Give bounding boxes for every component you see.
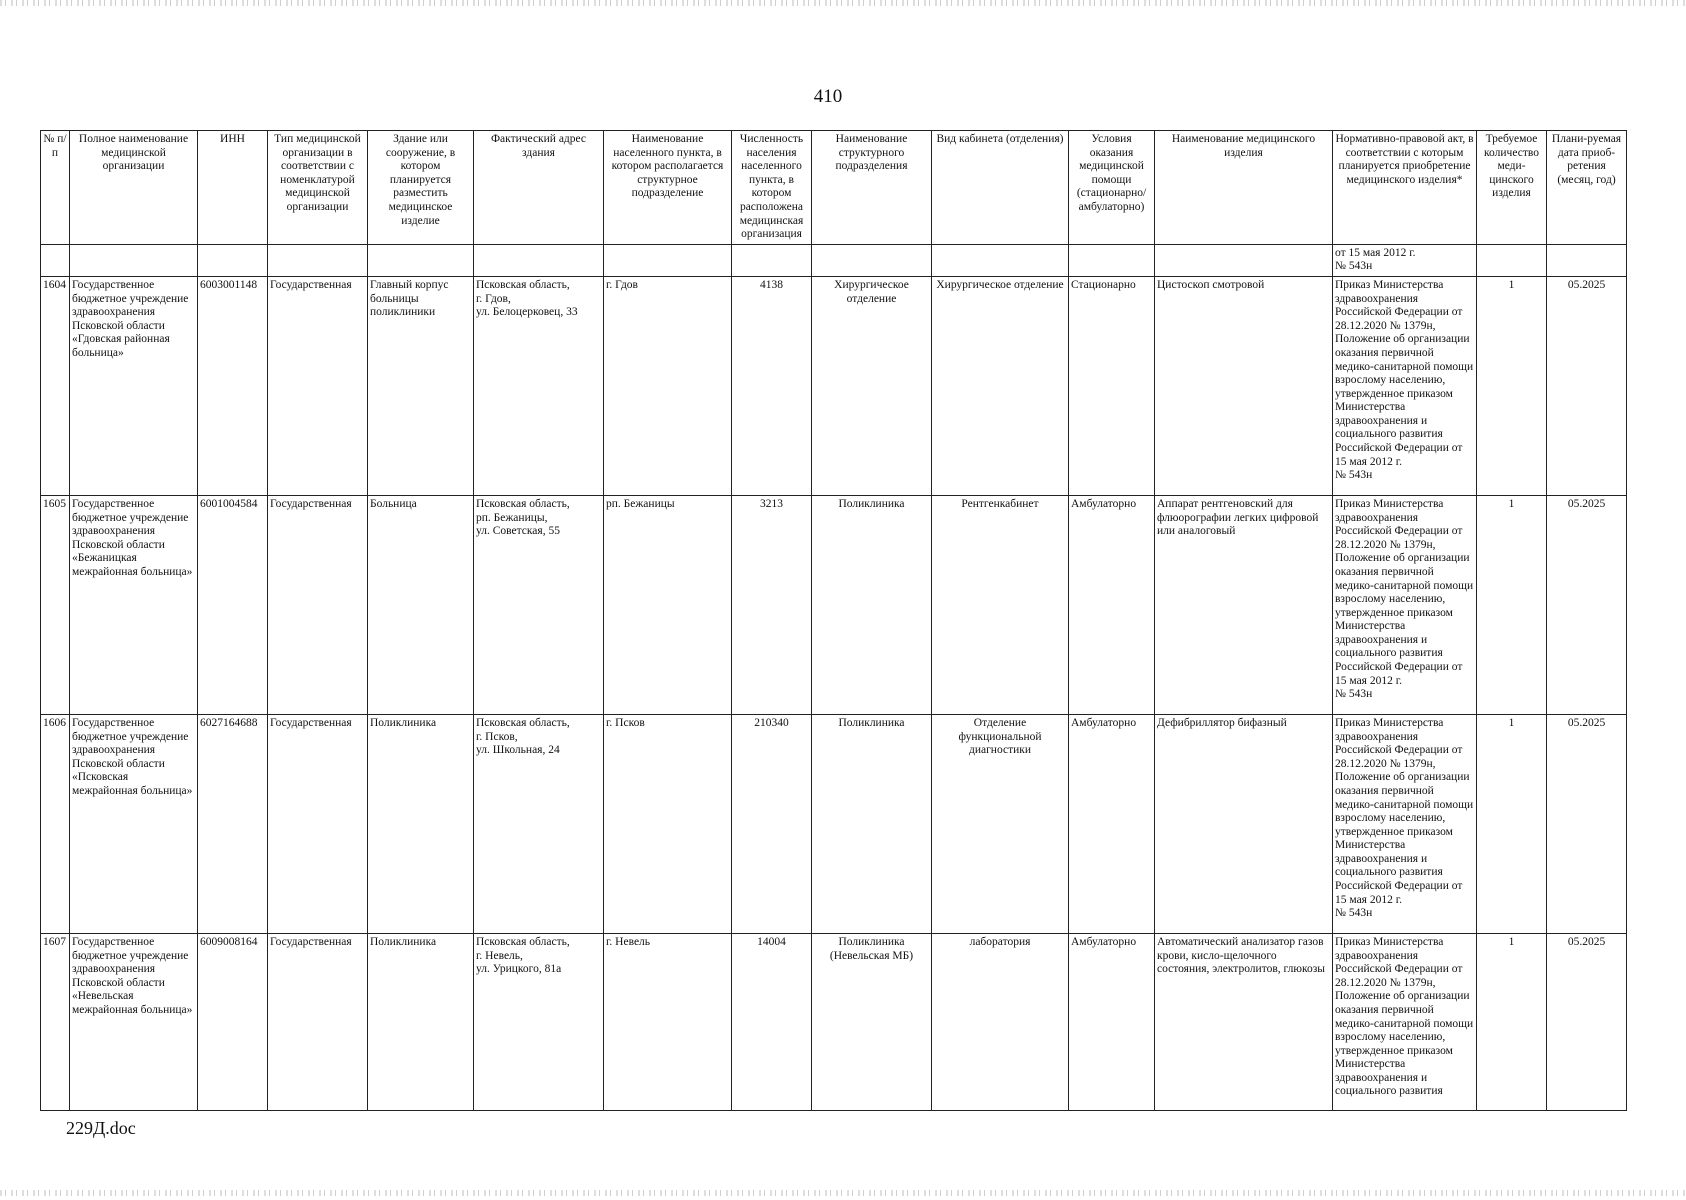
cell-number: 1606 [41,714,70,933]
col-header-number: № п/п [41,131,70,245]
col-header-cabinet: Вид кабинета (отделения) [932,131,1069,245]
cell-conditions: Амбулаторно [1069,714,1155,933]
scan-edge-top [0,0,1686,6]
cell-org: Государственное бюджетное учреждение здравоохранения Псковской области «Бежаницкая межрайонная больница» [70,495,198,714]
cell-number: 1604 [41,276,70,495]
cell-act: Приказ Министерства здравоохранения Российской Федерации от 28.12.2020 № 1379н, Положение об организации оказания первичной медико-санитарной помощи взрослому населению, утвержденное приказом Министерства здравоохранения и социального развития Российской Федерации от 15 мая 2012 г. № 543н [1333,714,1477,933]
cell-population: 4138 [732,276,812,495]
cell-address: Псковская область, рп. Бежаницы, ул. Советская, 55 [474,495,604,714]
col-header-qty: Требуемое количество меди-цинского изделия [1477,131,1547,245]
cell-address: Псковская область, г. Гдов, ул. Белоцерковец, 33 [474,276,604,495]
cell-device: Цистоскоп смотровой [1155,276,1333,495]
cell-locality: рп. Бежаницы [604,495,732,714]
cell-number: 1605 [41,495,70,714]
cell-device: Автоматический анализатор газов крови, кисло-щелочного состояния, электролитов, глюкозы [1155,933,1333,1110]
equipment-table [40,130,1627,1111]
cell-qty: 1 [1477,495,1547,714]
cell-population: 3213 [732,495,812,714]
cell-org: Государственное бюджетное учреждение здравоохранения Псковской области «Невельская межрайонная больница» [70,933,198,1110]
cell-qty: 1 [1477,714,1547,933]
col-header-act: Нормативно-правовой акт, в соответствии с которым планируется приобретение медицинского изделия* [1333,131,1477,245]
cell-conditions: Амбулаторно [1069,495,1155,714]
cell-cabinet: Хирургическое отделение [932,276,1069,495]
cell-address: Псковская область, г. Псков, ул. Школьная, 24 [474,714,604,933]
cell-cabinet: Рентгенкабинет [932,495,1069,714]
cell-locality: г. Гдов [604,276,732,495]
cell-inn: 6009008164 [198,933,268,1110]
cell-number: 1607 [41,933,70,1110]
cell-type: Государственная [268,495,368,714]
scan-edge-bottom [0,1190,1686,1196]
col-header-date: Плани-руемая дата приоб-ретения (месяц, год) [1547,131,1627,245]
col-header-building: Здание или сооружение, в котором планируется разместить медицинское изделие [368,131,474,245]
document-filename: 229Д.doc [66,1118,136,1138]
col-header-population: Численность населения населенного пункта, в котором расположена медицинская организация [732,131,812,245]
cell-address: Псковская область, г. Невель, ул. Урицкого, 81а [474,933,604,1110]
col-header-org: Полное наименование медицинской организации [70,131,198,245]
page-number: 410 [813,86,843,107]
cell-date: 05.2025 [1547,714,1627,933]
cell-act: Приказ Министерства здравоохранения Российской Федерации от 28.12.2020 № 1379н, Положение об организации оказания первичной медико-санитарной помощи взрослому населению, утвержденное приказом Министерства здравоохранения и социального развития Российской Федерации от 15 мая 2012 г. № 543н [1333,495,1477,714]
cell-act: Приказ Министерства здравоохранения Российской Федерации от 28.12.2020 № 1379н, Положение об организации оказания первичной медико-санитарной помощи взрослому населению, утвержденное приказом Министерства здравоохранения и социального развития [1333,933,1477,1110]
cell-unit: Поликлиника (Невельская МБ) [812,933,932,1110]
cell-locality: г. Невель [604,933,732,1110]
col-header-conditions: Условия оказания медицинской помощи (стационарно/ амбулаторно) [1069,131,1155,245]
cell-type: Государственная [268,714,368,933]
col-header-inn: ИНН [198,131,268,245]
cell-type: Государственная [268,933,368,1110]
cell-building: Главный корпус больницы поликлиники [368,276,474,495]
cell-inn: 6003001148 [198,276,268,495]
cell-date: 05.2025 [1547,276,1627,495]
cell-org: Государственное бюджетное учреждение здравоохранения Псковской области «Гдовская районная больница» [70,276,198,495]
table-header-row [41,131,1627,245]
cell-qty: 1 [1477,276,1547,495]
cell-building: Больница [368,495,474,714]
cell-date: 05.2025 [1547,933,1627,1110]
cell-date: 05.2025 [1547,495,1627,714]
cell-conditions: Амбулаторно [1069,933,1155,1110]
cell-unit: Поликлиника [812,495,932,714]
table-row [41,276,1627,495]
cell-act: Приказ Министерства здравоохранения Российской Федерации от 28.12.2020 № 1379н, Положение об организации оказания первичной медико-санитарной помощи взрослому населению, утвержденное приказом Министерства здравоохранения и социального развития Российской Федерации от 15 мая 2012 г. № 543н [1333,276,1477,495]
cell-cabinet: лаборатория [932,933,1069,1110]
cell-unit: Хирургическое отделение [812,276,932,495]
col-header-locality: Наименование населенного пункта, в котором располагается структурное подразделение [604,131,732,245]
table-row [41,714,1627,933]
cell-inn: 6001004584 [198,495,268,714]
table-row [41,495,1627,714]
col-header-type: Тип медицинской организации в соответствии с номенклатурой медицинской организации [268,131,368,245]
cell-org: Государственное бюджетное учреждение здравоохранения Псковской области «Псковская межрайонная больница» [70,714,198,933]
cell-type: Государственная [268,276,368,495]
cell-population: 210340 [732,714,812,933]
table-row-continuation [41,244,1627,276]
cell-building: Поликлиника [368,714,474,933]
cell-act: от 15 мая 2012 г. № 543н [1333,244,1477,276]
col-header-address: Фактический адрес здания [474,131,604,245]
cell-device: Аппарат рентгеновский для флюорографии легких цифровой или аналоговый [1155,495,1333,714]
cell-inn: 6027164688 [198,714,268,933]
cell-building: Поликлиника [368,933,474,1110]
cell-qty: 1 [1477,933,1547,1110]
col-header-device: Наименование медицинского изделия [1155,131,1333,245]
cell-locality: г. Псков [604,714,732,933]
cell-device: Дефибриллятор бифазный [1155,714,1333,933]
col-header-unit: Наименование структурного подразделения [812,131,932,245]
cell-cabinet: Отделение функциональной диагностики [932,714,1069,933]
table-row [41,933,1627,1110]
cell-unit: Поликлиника [812,714,932,933]
cell-conditions: Стационарно [1069,276,1155,495]
cell-population: 14004 [732,933,812,1110]
